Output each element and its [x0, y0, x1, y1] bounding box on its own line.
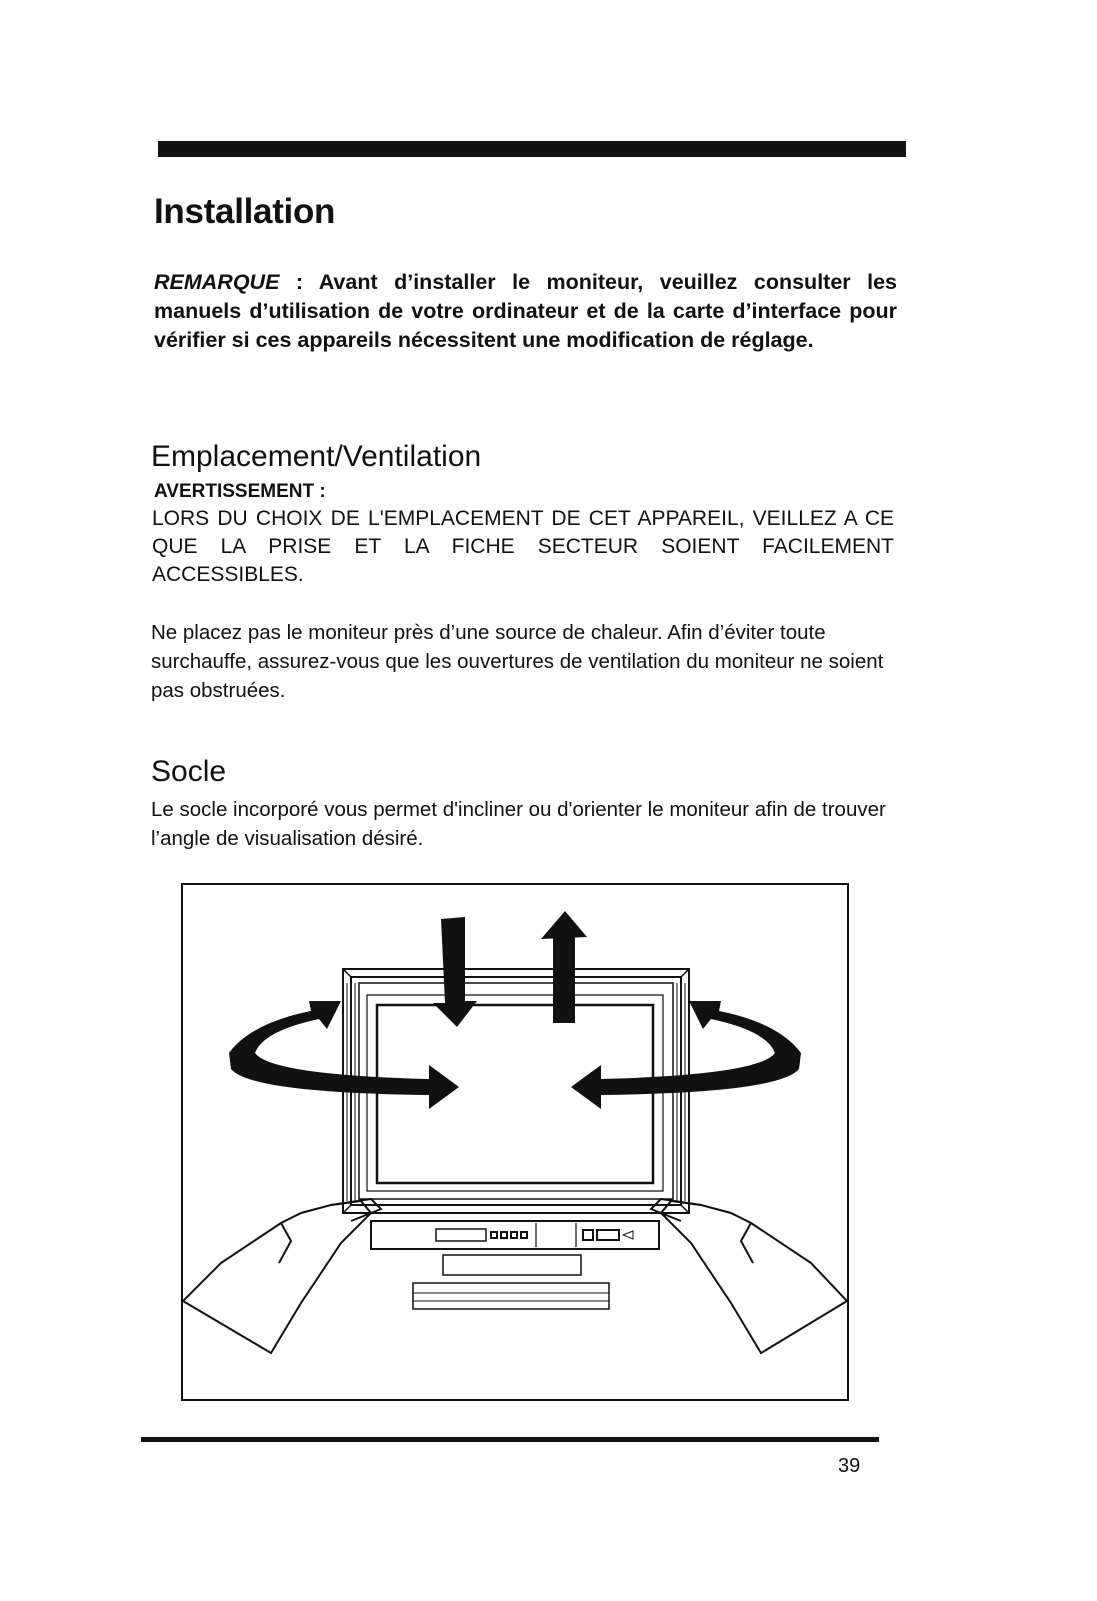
note-text: : Avant d’installer le moniteur, veuillez consulter les manuels d’utilisation de votre ordinateur et de la carte d’interface pour vérifier si ces appareils nécessitent une modification de réglage.: [154, 270, 897, 352]
top-rule: [158, 141, 906, 157]
page-number: 39: [838, 1455, 861, 1477]
note-label: REMARQUE: [154, 270, 280, 294]
warning-title: AVERTISSEMENT :: [154, 481, 326, 502]
page-title: Installation: [154, 192, 336, 231]
right-hand-drawing: [651, 1199, 847, 1353]
monitor-drawing: [343, 969, 689, 1309]
section-heading-socle: Socle: [151, 755, 227, 788]
section-heading-ventilation: Emplacement/Ventilation: [151, 440, 482, 473]
rotation-arrows: [229, 911, 801, 1109]
ventilation-paragraph: Ne placez pas le moniteur près d’une source de chaleur. Afin d’éviter toute surchauffe, assurez-vous que les ouvertures de ventilation du moniteur ne soient pas obstruées.: [151, 621, 884, 702]
monitor-tilt-swivel-illustration: [181, 883, 849, 1401]
socle-paragraph: Le socle incorporé vous permet d'incliner ou d'orienter le moniteur afin de trouver l’angle de visualisation désiré.: [151, 798, 886, 850]
left-hand-drawing: [183, 1199, 381, 1353]
note-paragraph: [154, 268, 897, 355]
warning-text: LORS DU CHOIX DE L'EMPLACEMENT DE CET APPAREIL, VEILLEZ A CE QUE LA PRISE ET LA FICHE SECTEUR SOIENT FACILEMENT ACCESSIBLES.: [152, 507, 894, 586]
bottom-rule: [141, 1437, 879, 1442]
